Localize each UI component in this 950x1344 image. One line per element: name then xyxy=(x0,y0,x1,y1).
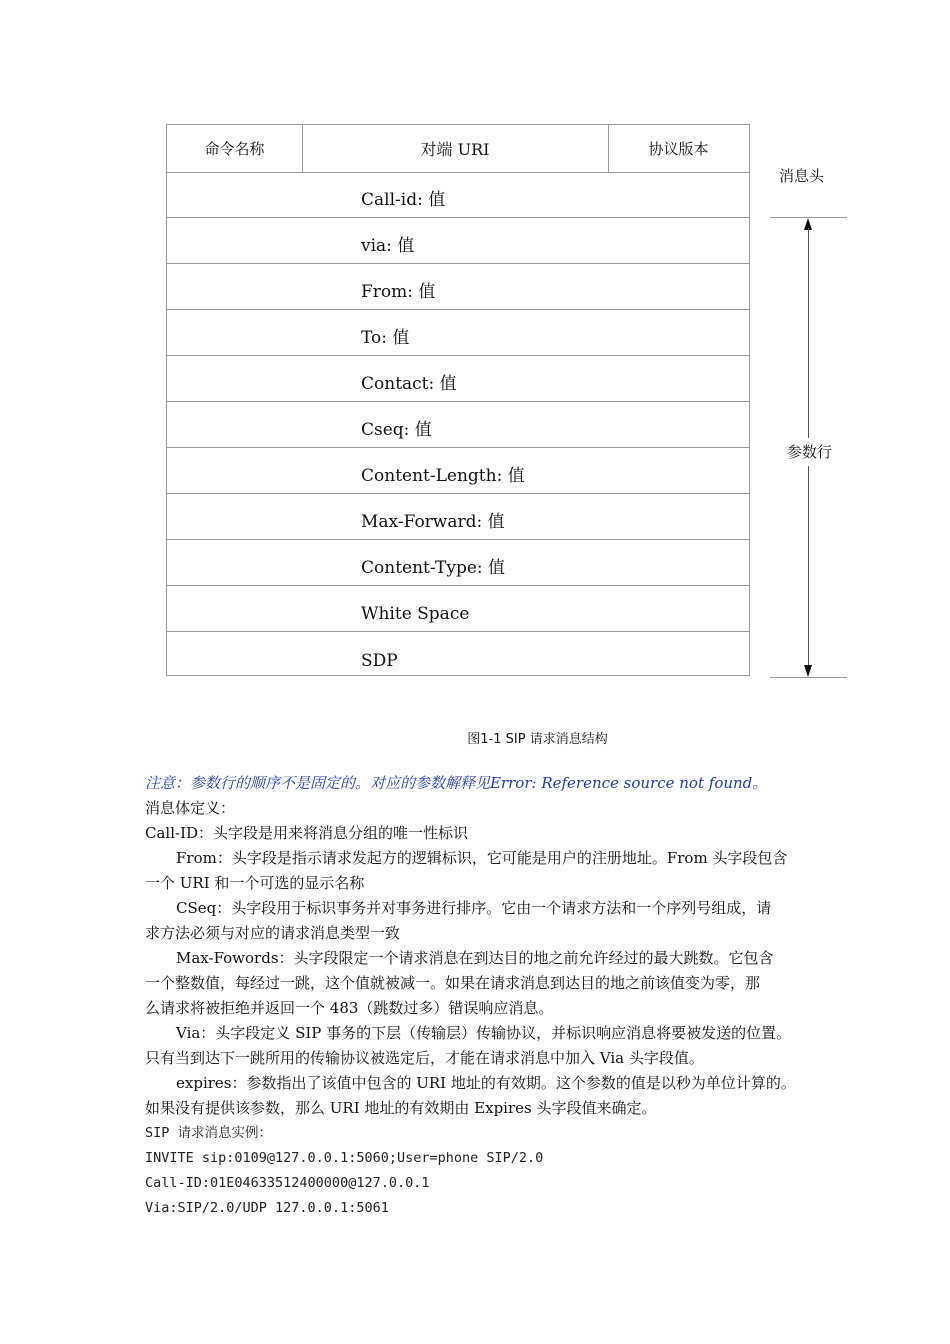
arrow-shaft-upper xyxy=(808,228,809,438)
header-row-label: Call-id: 值 xyxy=(361,190,446,210)
header-row-label: To: 值 xyxy=(361,328,410,348)
figure-caption: 图1-1 SIP 请求消息结构 xyxy=(467,732,608,747)
example-title: SIP 请求消息实例： xyxy=(145,1125,273,1141)
note-line: 注意：参数行的顺序不是固定的。对应的参数解释见Error: Reference source not found。 xyxy=(145,774,768,792)
header-row-contact xyxy=(167,356,749,402)
text-line: Via：头字段定义 SIP 事务的下层（传输层）传输协议，并标识响应消息将要被发送的位置。 xyxy=(176,1024,792,1042)
code-line: Call-ID:01E04633512400000@127.0.0.1 xyxy=(145,1175,430,1191)
protocol-version-cell: 协议版本 xyxy=(648,140,709,158)
header-row-label: via: 值 xyxy=(361,236,415,256)
header-row-max-forward xyxy=(167,494,749,540)
message-structure-table xyxy=(166,124,750,676)
header-row-to xyxy=(167,310,749,356)
parameter-lines-label: 参数行 xyxy=(787,443,833,461)
peer-uri-cell: 对端 URI xyxy=(302,125,609,172)
arrow-down-icon xyxy=(804,665,812,677)
white-space-row xyxy=(167,586,749,632)
code-line: Via:SIP/2.0/UDP 127.0.0.1:5061 xyxy=(145,1200,389,1216)
code-line: INVITE sip:0109@127.0.0.1:5060;User=phone SIP/2.0 xyxy=(145,1150,544,1166)
text-line: 么请求将被拒绝并返回一个 483（跳数过多）错误响应消息。 xyxy=(145,999,554,1017)
header-row-content-length xyxy=(167,448,749,494)
text-line: 求方法必须与对应的请求消息类型一致 xyxy=(145,924,401,942)
header-row-label: Content-Type: 值 xyxy=(361,558,506,578)
request-line-row xyxy=(167,125,749,173)
header-row-label: Cseq: 值 xyxy=(361,420,432,440)
text-line: expires：参数指出了该值中包含的 URI 地址的有效期。这个参数的值是以秒为单位计算的。 xyxy=(176,1074,796,1092)
text-line: Call-ID：头字段是用来将消息分组的唯一性标识 xyxy=(145,824,469,842)
header-row-cseq xyxy=(167,402,749,448)
text-line: From：头字段是指示请求发起方的逻辑标识，它可能是用户的注册地址。From 头字段包含 xyxy=(176,849,788,867)
bracket-bottom-line xyxy=(770,677,847,678)
text-line: Max-Fowords：头字段限定一个请求消息在到达目的地之前允许经过的最大跳数。它包含 xyxy=(176,949,774,967)
header-row-label: Contact: 值 xyxy=(361,374,457,394)
header-row-via xyxy=(167,218,749,264)
header-row-from xyxy=(167,264,749,310)
text-line: 只有当到达下一跳所用的传输协议被选定后，才能在请求消息中加入 Via 头字段值。 xyxy=(145,1049,704,1067)
text-line: CSeq：头字段用于标识事务并对事务进行排序。它由一个请求方法和一个序列号组成，请 xyxy=(176,899,772,917)
header-row-label: Content-Length: 值 xyxy=(361,466,525,486)
sdp-row xyxy=(167,632,749,678)
header-row-call-id xyxy=(167,172,749,218)
header-row-content-type xyxy=(167,540,749,586)
message-header-label: 消息头 xyxy=(779,167,825,185)
header-row-label: White Space xyxy=(361,604,470,624)
text-line: 一个整数值，每经过一跳，这个值就被减一。如果在请求消息到达目的地之前该值变为零，那 xyxy=(145,974,761,992)
method-name-cell: 命令名称 xyxy=(167,125,303,172)
header-row-label: SDP xyxy=(361,651,398,671)
body-text xyxy=(145,771,825,1221)
arrow-shaft-lower xyxy=(808,466,809,666)
text-line: 一个 URI 和一个可选的显示名称 xyxy=(145,874,365,892)
text-line: 如果没有提供该参数，那么 URI 地址的有效期由 Expires 头字段值来确定。 xyxy=(145,1099,657,1117)
header-row-label: Max-Forward: 值 xyxy=(361,512,505,532)
header-row-label: From: 值 xyxy=(361,282,436,302)
text-line: 消息体定义： xyxy=(145,799,236,817)
